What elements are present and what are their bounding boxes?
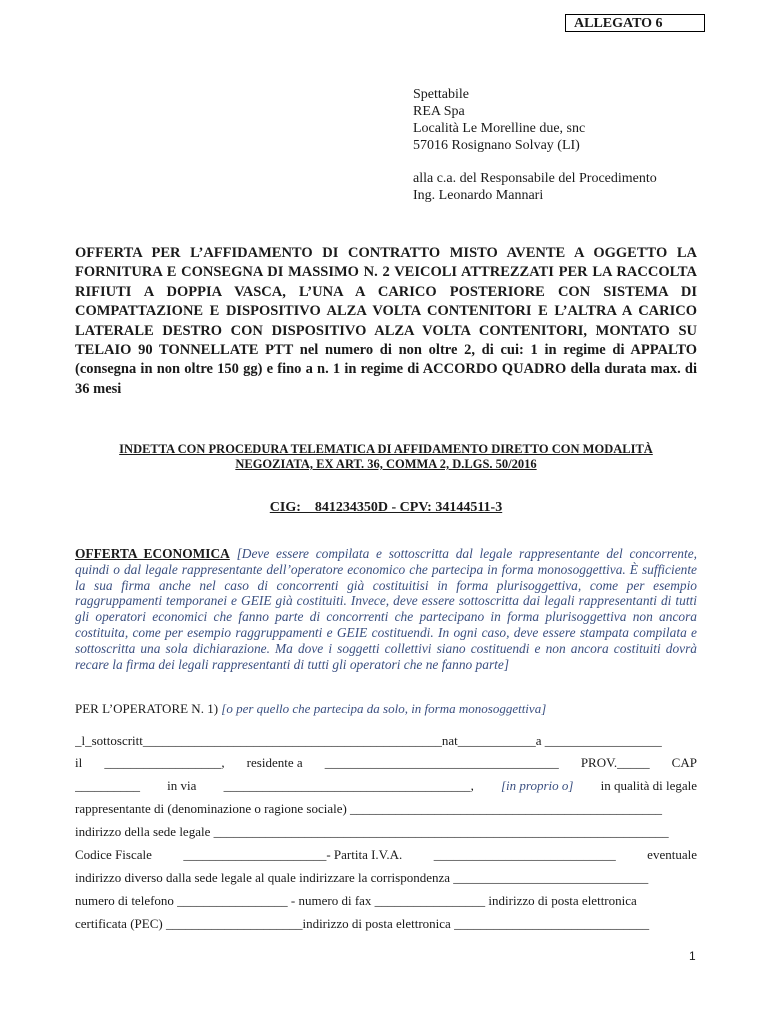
title-rest-2: (consegna in non oltre 150 gg) e fino a n. 1 in regime di bbox=[75, 361, 423, 378]
form-text: indirizzo della sede legale ______________________________________________________________________ bbox=[75, 824, 669, 839]
cig-text: CIG: 841234350D - CPV: 34144511-3 bbox=[269, 500, 503, 515]
form-line-sottoscritto[interactable] bbox=[75, 733, 697, 749]
addressee-line: Località Le Morelline due, snc bbox=[413, 121, 586, 136]
title-rest-1: nel numero di non oltre 2, di cui: 1 in regime di bbox=[293, 342, 631, 359]
addressee-line: 57016 Rosignano Solvay (LI) bbox=[413, 138, 580, 153]
title-appalto: APPALTO bbox=[630, 342, 698, 359]
form-text: in via bbox=[167, 778, 197, 793]
form-text: indirizzo diverso dalla sede legale al quale indirizzare la corrispondenza ______________________________ bbox=[75, 870, 649, 885]
page-number: 1 bbox=[689, 949, 696, 963]
allegato-label: ALLEGATO 6 bbox=[565, 14, 705, 32]
form-text: Codice Fiscale bbox=[75, 847, 152, 862]
form-line-ragione-sociale[interactable] bbox=[75, 801, 697, 817]
form-line-pec[interactable] bbox=[75, 916, 697, 932]
form-text: eventuale bbox=[647, 847, 697, 862]
form-line-sede-legale[interactable] bbox=[75, 824, 697, 840]
attention-line: alla c.a. del Responsabile del Procedimento bbox=[413, 171, 657, 186]
addressee-line: Spettabile bbox=[413, 87, 469, 102]
title-rest-3: della durata max. di 36 mesi bbox=[75, 361, 697, 397]
procedure-line: INDETTA CON PROCEDURA TELEMATICA DI AFFIDAMENTO DIRETTO CON MODALITÀ bbox=[119, 442, 653, 456]
form-text: CAP bbox=[671, 755, 697, 770]
form-text: ______________________- Partita I.V.A. bbox=[183, 847, 403, 862]
document-title bbox=[75, 244, 697, 399]
addressee-line: REA Spa bbox=[413, 104, 465, 119]
form-text: __________________, bbox=[104, 755, 225, 770]
form-text: ______________________________________, bbox=[223, 778, 474, 793]
per-operatore-label: PER L’OPERATORE N. 1) bbox=[75, 701, 222, 716]
form-line-corrispondenza[interactable] bbox=[75, 870, 697, 886]
offerta-instructions: [Deve essere compilata e sottoscritta dal legale rappresentante del concorrente, quindi o dal legale rappresentante dell’operatore economico che partecipa in forma monosoggettiva. È sufficiente la sua firma anche nel caso di concorrenti già costituitisi in forma plurisoggettiva, come per esempio raggruppamenti temporanei e GEIE già costituiti. Invece, deve essere sottoscritta dai legali rappresentanti di tutti gli operatori economici che fanno parte di concorrenti che partecipano in forma plurisoggettiva non ancora costituita, come per esempio raggruppamenti e GEIE costituendi. In ogni caso, deve essere stampata compilata e sottoscritta una sola dichiarazione. Ma dove i soggetti collettivi siano costituendi e non ancora costituiti dovrà recare la firma dei legali rappresentanti di tutti gli operatori che ne fanno parte] bbox=[75, 546, 697, 672]
form-line-via[interactable] bbox=[75, 778, 697, 794]
form-line-residenza[interactable] bbox=[75, 755, 697, 771]
form-text: il bbox=[75, 755, 83, 770]
form-text-italic: [in proprio o] bbox=[500, 778, 574, 793]
form-text: certificata (PEC) _____________________indirizzo di posta elettronica ______________________________ bbox=[75, 916, 650, 931]
form-text: ____________________________________ bbox=[324, 755, 559, 770]
offerta-heading: OFFERTA ECONOMICA bbox=[75, 546, 230, 561]
form-line-codice-fiscale[interactable] bbox=[75, 847, 697, 863]
form-line-telefono[interactable] bbox=[75, 893, 697, 909]
title-bold: OFFERTA PER L’AFFIDAMENTO DI CONTRATTO MISTO AVENTE A OGGETTO LA FORNITURA E CONSEGNA DI MASSIMO N. 2 VEICOLI ATTREZZATI PER LA RACCOLTA RIFIUTI A DOPPIA VASCA, L’UNA A CARICO POSTERIORE CON SISTEMA DI COMPATTAZIONE E DISPOSITIVO ALZA VOLTA CONTENITORI E L’ALTRA A CARICO LATERALE DESTRO CON DISPOSITIVO ALZA VOLTA CONTENITORI, MONTATO SU TELAIO 90 TONNELLATE PTT bbox=[75, 245, 697, 359]
per-operatore bbox=[75, 701, 546, 717]
per-operatore-note: [o per quello che partecipa da solo, in forma monosoggettiva] bbox=[221, 701, 547, 716]
procedure-line: NEGOZIATA, EX ART. 36, COMMA 2, D.LGS. 50/2016 bbox=[235, 457, 537, 471]
offerta-economica bbox=[75, 546, 697, 672]
form-text: _l_sottoscritt______________________________________________nat____________a __________________ bbox=[75, 733, 662, 748]
form-text: numero di telefono _________________ - numero di fax _________________ indirizzo di posta elettronica bbox=[75, 893, 637, 908]
procedure-heading bbox=[75, 442, 697, 472]
cig-cpv bbox=[75, 500, 697, 516]
form-text: in qualità di legale bbox=[600, 778, 697, 793]
form-text: residente a bbox=[246, 755, 303, 770]
title-accordo: ACCORDO QUADRO bbox=[422, 361, 567, 378]
attention-line: Ing. Leonardo Mannari bbox=[413, 188, 544, 203]
addressee-block bbox=[413, 86, 657, 204]
form-text: __________ bbox=[75, 778, 140, 793]
form-text: rappresentante di (denominazione o ragione sociale) ________________________________________________ bbox=[75, 801, 663, 816]
form-text: ____________________________ bbox=[433, 847, 616, 862]
form-text: PROV._____ bbox=[580, 755, 650, 770]
